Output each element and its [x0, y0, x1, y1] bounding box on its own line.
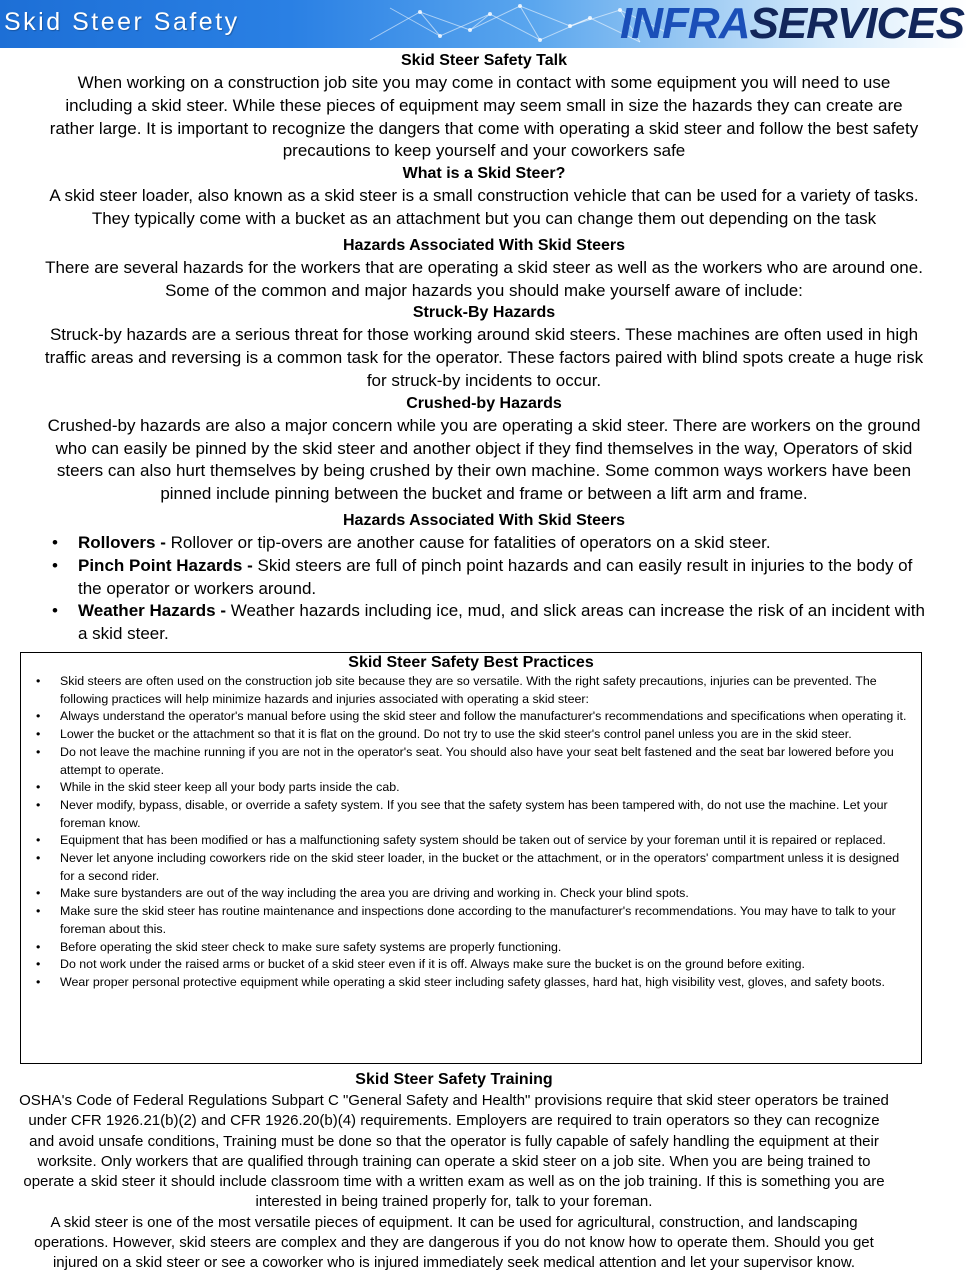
talk-body: When working on a construction job site you may come in contact with some equipment you will need to use including a skid steer. While these pieces of equipment may seem small in size the hazards they can create are rather large. It is important to recognize the dangers that come with operating a skid steer and follow the best safety precautions to keep yourself and your coworkers safe: [49, 73, 919, 161]
list-item: • Lower the bucket or the attachment so that it is flat on the ground. Do not try to use the skid steer's control panel unless you are in the skid steer.: [60, 726, 908, 744]
training-heading: Skid Steer Safety Training: [355, 1071, 553, 1088]
list-item: • Never let anyone including coworkers ride on the skid steer loader, in the bucket or the attachment, or in the operators' compartment unless it is designed for a second rider.: [60, 850, 908, 885]
logo-part-infra: INFRA: [620, 0, 750, 48]
crushed-heading: Crushed-by Hazards: [406, 394, 562, 412]
hazard-text: Skid steers are full of pinch point hazards and can easily result in injuries to the body of the operator or workers around.: [78, 555, 913, 598]
hazard-term: Pinch Point Hazards -: [78, 555, 258, 575]
best-practices-box: [20, 652, 922, 1064]
list-item: • Do not work under the raised arms or bucket of a skid steer even if it is off. Always make sure the bucket is on the ground before exiting.: [60, 956, 908, 974]
training-body-1: OSHA's Code of Federal Regulations Subpart C "General Safety and Health" provisions require that skid steer operators be trained under CFR 1926.21(b)(2) and CFR 1926.20(b)(4) requirements. Employers are required to train operators so they can recognize and avoid unsafe conditions, Training must be done so that the operator is fully capable of safely handling the equipment at their worksite. Only workers that are qualified through training can operate a skid steer on a job site. When you are being trained to operate a skid steer it should include classroom time with a written exam as well as on the job training. If this is something you are interested in being trained properly for, talk to your foreman.: [19, 1092, 889, 1211]
list-item: • While in the skid steer keep all your body parts inside the cab.: [60, 779, 908, 797]
training-body-2: A skid steer is one of the most versatile pieces of equipment. It can be used for agricultural, construction, and landscaping operations. However, skid steers are complex and they are dangerous if you do not know how to operate them. Should you get injured on a skid steer or see a coworker who is injured immediately seek medical attention and let your supervisor know.: [34, 1213, 874, 1272]
struck-heading: Struck-By Hazards: [412, 304, 556, 322]
hazards-heading: Hazards Associated With Skid Steers: [342, 236, 626, 254]
list-item: [78, 600, 928, 646]
page-title: Skid Steer Safety: [4, 8, 240, 36]
what-body: A skid steer loader, also known as a skid steer is a small construction vehicle that can be used for a variety of tasks. They typically come with a bucket as an attachment but you can change them out depending on the task: [49, 186, 919, 228]
list-item: • Before operating the skid steer check to make sure safety systems are properly functioning.: [60, 939, 908, 957]
list-item: [78, 555, 928, 601]
hazard-term: Rollovers -: [78, 532, 171, 552]
logo-part-services: SERVICES: [749, 0, 964, 48]
list-item: • Never modify, bypass, disable, or override a safety system. If you see that the safety system has been tampered with, do not use the machine. Let your foreman know.: [60, 797, 908, 832]
hazard-text: Rollover or tip-overs are another cause for fatalities of operators on a skid steer.: [170, 532, 771, 552]
list-item: • Make sure the skid steer has routine maintenance and inspections done according to the manufacturer's recommendations. You may have to talk to your foreman about this.: [60, 903, 908, 938]
best-practices-list: [21, 673, 908, 992]
talk-heading: Skid Steer Safety Talk: [401, 52, 567, 69]
list-item: [78, 532, 928, 555]
what-heading: What is a Skid Steer?: [402, 165, 566, 183]
training-section: [0, 1069, 908, 1274]
hazards-body: There are several hazards for the workers that are operating a skid steer as well as the workers who are around one. Some of the common and major hazards you should make yourself aware of include:: [45, 257, 923, 300]
list-item: • Do not leave the machine running if you are not in the operator's seat. You should also have your seat belt fastened and the seat bar lowered before you attempt to operate.: [60, 744, 908, 779]
list-item: • Skid steers are often used on the construction job site because they are so versatile. With the right safety precautions, injuries can be prevented. The following practices will help minimize hazards and injuries associated with operating a skid steer:: [60, 673, 908, 708]
struck-body: Struck-by hazards are a serious threat for those working around skid steers. These machines are often used in high traffic areas and reversing is a common task for the operator. These factors paired with blind spots create a huge risk for struck-by incidents to occur.: [44, 325, 924, 390]
list-item: • Wear proper personal protective equipment while operating a skid steer including safety glasses, hard hat, high visibility vest, gloves, and safety boots.: [60, 974, 908, 992]
list-item: • Equipment that has been modified or has a malfunctioning safety system should be taken out of service by your foreman until it is repaired or replaced.: [60, 832, 908, 850]
list-item: • Make sure bystanders are out of the way including the area you are driving and working in. Check your blind spots.: [60, 885, 908, 903]
hazards-list-heading: Hazards Associated With Skid Steers: [342, 511, 626, 529]
hazards-list: [0, 532, 928, 646]
header-banner: [0, 0, 968, 48]
crushed-body: Crushed-by hazards are also a major concern while you are operating a skid steer. There are workers on the ground who can easily be pinned by the skid steer and another object if they find themselves in the way, Operators of skid steers can also hurt themselves by being crushed by their own machine. Some common ways workers have been pinned include pinning between the bucket and frame or between a lift arm and frame.: [47, 415, 921, 504]
list-item: • Always understand the operator's manual before using the skid steer and follow the manufacturer's recommendations and specifications when operating it.: [60, 708, 908, 726]
hazard-term: Weather Hazards -: [78, 601, 231, 621]
main-content: [0, 48, 968, 646]
hazard-text: Weather hazards including ice, mud, and slick areas can increase the risk of an incident with a skid steer.: [78, 601, 925, 644]
company-logo: [620, 0, 964, 48]
best-practices-heading: Skid Steer Safety Best Practices: [348, 654, 594, 671]
